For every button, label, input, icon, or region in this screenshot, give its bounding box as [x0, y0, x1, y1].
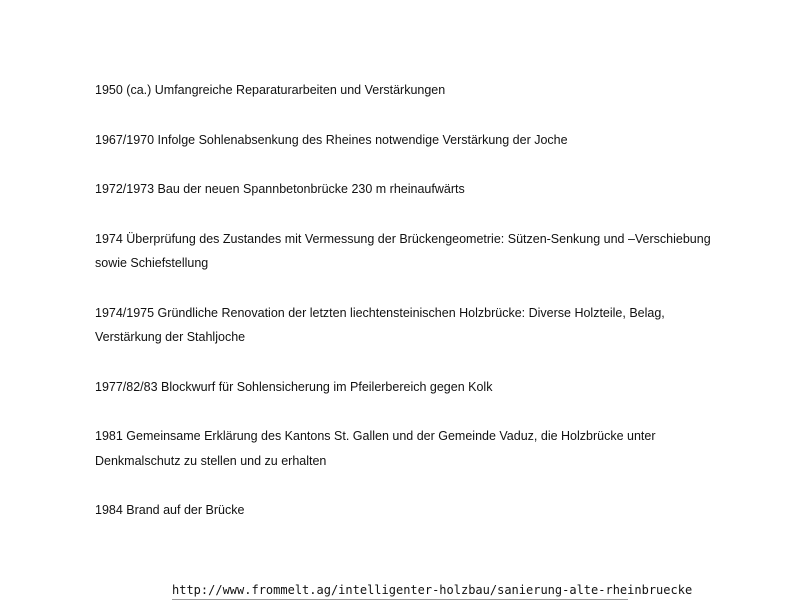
timeline-entry-1984: 1984 Brand auf der Brücke — [95, 503, 245, 517]
timeline-entry-1974-1975: 1974/1975 Gründliche Renovation der letzten liechtensteinischen Holzbrücke: Diverse Holzteile, Belag, Verstärkung der Stahljoche — [95, 305, 665, 344]
timeline-entry-1967-1970: 1967/1970 Infolge Sohlenabsenkung des Rheines notwendige Verstärkung der Joche — [95, 132, 568, 147]
timeline-entry-1950: 1950 (ca.) Umfangreiche Reparaturarbeiten und Verstärkungen — [95, 83, 446, 97]
timeline-list — [95, 78, 715, 548]
source-url-link[interactable]: http://www.frommelt.ag/intelligenter-holzbau/sanierung-alte-rheinbruecke — [172, 580, 628, 600]
timeline-entry-1981: 1981 Gemeinsame Erklärung des Kantons St. Gallen und der Gemeinde Vaduz, die Holzbrücke unter Denkmalschutz zu stellen und zu erhalten — [95, 429, 656, 468]
timeline-entry-1974: 1974 Überprüfung des Zustandes mit Vermessung der Brückengeometrie: Sützen-Senkung und –Verschiebung sowie Schiefstellung — [95, 231, 711, 270]
timeline-entry-1977-82-83: 1977/82/83 Blockwurf für Sohlensicherung im Pfeilerbereich gegen Kolk — [95, 379, 493, 394]
timeline-entry-1972-1973: 1972/1973 Bau der neuen Spannbetonbrücke 230 m rheinaufwärts — [95, 182, 465, 196]
